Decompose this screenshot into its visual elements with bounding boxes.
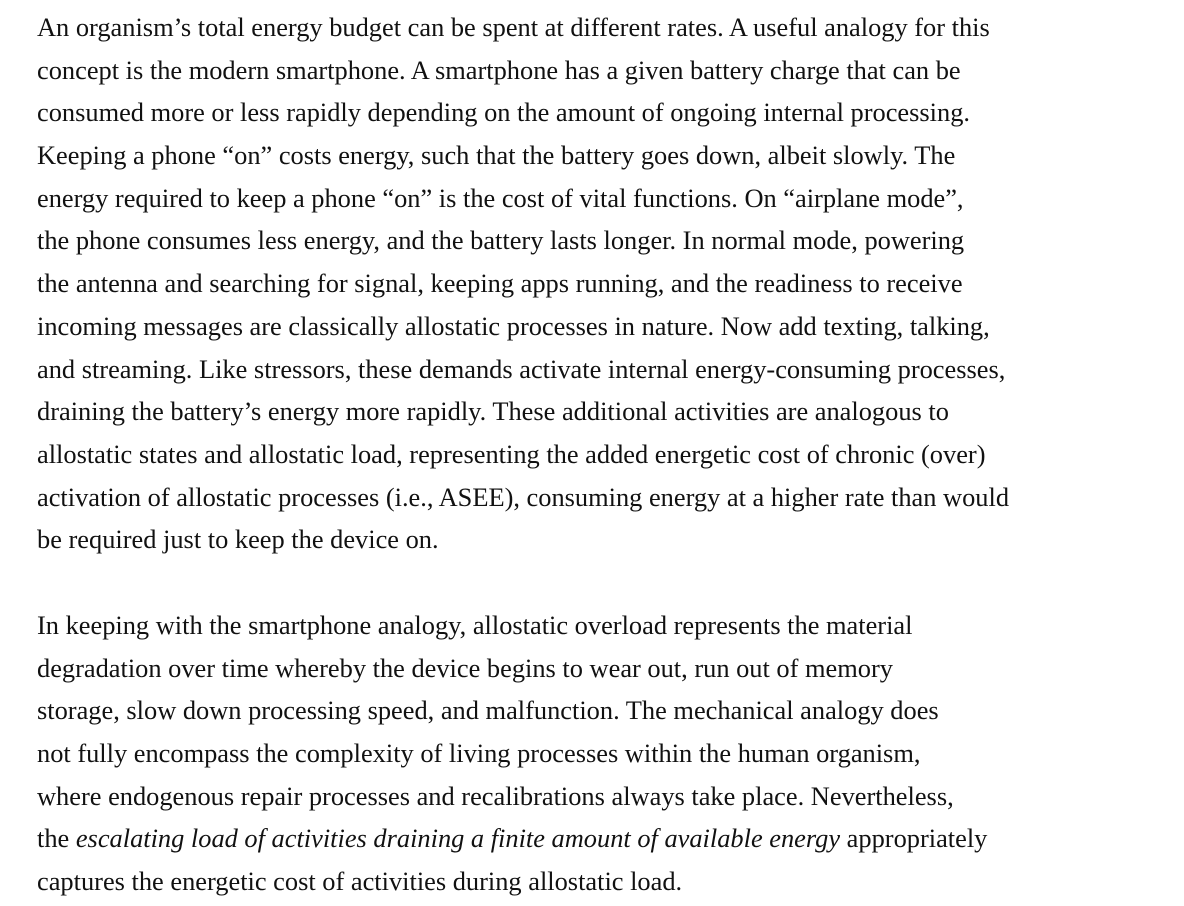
paragraph-line: activation of allostatic processes (i.e., ASEE), consuming energy at a higher rate than would [37, 481, 1010, 512]
paragraph-line: storage, slow down processing speed, and malfunction. The mechanical analogy does [37, 695, 939, 726]
paragraph-line: draining the battery’s energy more rapidly. These additional activities are analogous to [37, 396, 949, 427]
line-text-before: the [37, 823, 76, 854]
paragraph-line: consumed more or less rapidly depending on the amount of ongoing internal processing. [37, 97, 971, 128]
paragraph-line: Keeping a phone “on” costs energy, such that the battery goes down, albeit slowly. The [37, 140, 956, 171]
paragraph-line: be required just to keep the device on. [37, 524, 439, 555]
paragraph-line: allostatic states and allostatic load, representing the added energetic cost of chronic (over) [37, 438, 986, 469]
document-page [37, 6, 1167, 903]
paragraph-1 [37, 6, 1167, 561]
paragraph-line: where endogenous repair processes and recalibrations always take place. Nevertheless, [37, 780, 954, 811]
paragraph-line: In keeping with the smartphone analogy, allostatic overload represents the material [37, 609, 913, 640]
paragraph-line: concept is the modern smartphone. A smartphone has a given battery charge that can be [37, 54, 961, 85]
paragraph-line: degradation over time whereby the device begins to wear out, run out of memory [37, 652, 893, 683]
paragraph-line: the phone consumes less energy, and the battery lasts longer. In normal mode, powering [37, 225, 965, 256]
paragraph-line: incoming messages are classically allostatic processes in nature. Now add texting, talking, [37, 310, 990, 341]
paragraph-line: captures the energetic cost of activities during allostatic load. [37, 866, 683, 897]
paragraph-line-mixed [37, 817, 1167, 860]
paragraph-line: energy required to keep a phone “on” is the cost of vital functions. On “airplane mode”, [37, 182, 964, 213]
line-text-after: appropriately [840, 823, 988, 854]
paragraph-line: the antenna and searching for signal, keeping apps running, and the readiness to receive [37, 268, 963, 299]
paragraph-line: An organism’s total energy budget can be spent at different rates. A useful analogy for this [37, 12, 990, 42]
paragraph-line: not fully encompass the complexity of living processes within the human organism, [37, 738, 921, 768]
italic-emphasis: escalating load of activities draining a finite amount of available energy [75, 823, 841, 854]
paragraph-2 [37, 604, 1167, 903]
paragraph-line: and streaming. Like stressors, these demands activate internal energy-consuming processes, [37, 353, 1006, 384]
